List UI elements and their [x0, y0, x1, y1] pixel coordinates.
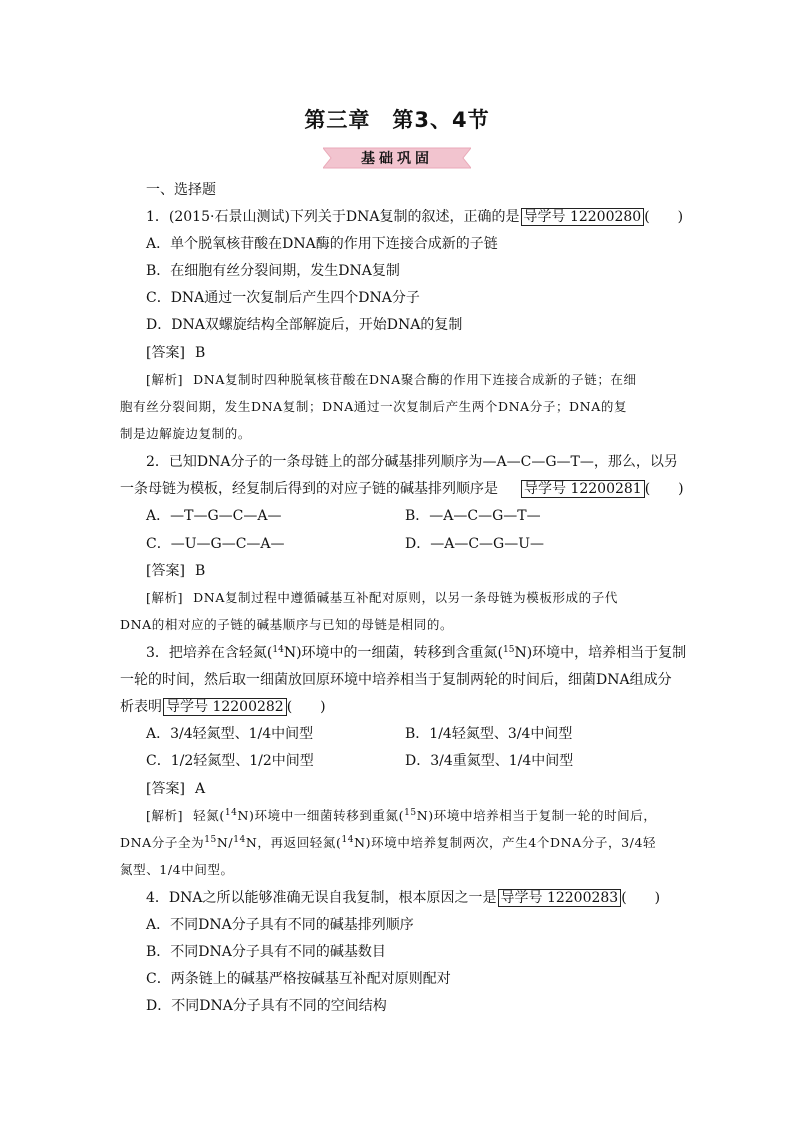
question-3-option-d: D．3/4重氮型、1/4中间型: [405, 753, 574, 769]
question-2-ref: 导学号 12200281: [521, 480, 645, 498]
question-3-explanation: [解析] 轻氮($^{14}$N)环境中一细菌转移到重氮($^{15}$N)环境中培养相当于复制一轮的时间后，: [146, 808, 657, 823]
question-4-ref: 导学号 12200283: [498, 889, 622, 907]
question-1-option-a: A．单个脱氧核苷酸在DNA酶的作用下连接合成新的子链: [146, 236, 498, 252]
question-2-option-b: B．—A—C—G—T—: [405, 508, 541, 524]
question-1-ref: 导学号 12200280: [521, 208, 645, 226]
question-1-explanation: [解析] DNA复制时四种脱氧核苷酸在DNA聚合酶的作用下连接合成新的子链；在细: [146, 372, 637, 387]
question-1-explanation-3: 制是边解旋边复制的。: [120, 426, 252, 441]
question-3-stem: 3．把培养在含轻氮($^{14}$N)环境中的一细菌，转移到含重氮($^{15}$N)环境中，培养相当于复制: [146, 645, 687, 661]
banner-label: 基础巩固: [361, 151, 433, 167]
question-2-option-c: C．—U—G—C—A—: [146, 536, 285, 552]
question-3-stem-3: 析表明 导学号 12200282 ( ): [120, 699, 326, 715]
question-1-option-b: B．在细胞有丝分裂间期，发生DNA复制: [146, 263, 400, 279]
question-2-explanation: [解析] DNA复制过程中遵循碱基互补配对原则，以另一条母链为模板形成的子代: [146, 590, 618, 605]
question-1-stem: 1．(2015·石景山测试)下列关于DNA复制的叙述，正确的是 导学号 12200280 ( ): [146, 209, 684, 225]
question-4-option-b: B．不同DNA分子具有不同的碱基数目: [146, 944, 386, 960]
question-4-option-c: C．两条链上的碱基严格按碱基互补配对原则配对: [146, 971, 451, 987]
question-2-option-d: D．—A—C—G—U—: [405, 536, 545, 552]
question-3-explanation-2: DNA分子全为$^{15}$N/$^{14}$N，再返回轻氮($^{14}$N)环境中培养复制两次，产生4个DNA分子，3/4轻: [120, 835, 657, 850]
question-2-stem-2: 一条母链为模板，经复制后得到的对应子链的碱基排列顺序是 导学号 12200281 ( ): [120, 481, 684, 497]
question-3-option-a: A．3/4轻氮型、1/4中间型: [146, 726, 314, 742]
question-3-ref: 导学号 12200282: [163, 698, 287, 716]
question-3-option-b: B．1/4轻氮型、3/4中间型: [405, 726, 573, 742]
question-3-explanation-3: 氮型、1/4中间型。: [120, 862, 234, 877]
question-3-option-c: C．1/2轻氮型、1/2中间型: [146, 753, 314, 769]
question-1-option-d: D．DNA双螺旋结构全部解旋后，开始DNA的复制: [146, 317, 463, 333]
question-2-option-a: A．—T—G—C—A—: [146, 508, 282, 524]
question-3-stem-2: 一轮的时间，然后取一细菌放回原环境中培养相当于复制两轮的时间后，细菌DNA组成分: [120, 672, 672, 688]
question-4-stem: 4．DNA之所以能够准确无误自我复制，根本原因之一是 导学号 12200283 ( ): [146, 890, 661, 906]
question-2-answer: [答案] B: [146, 563, 206, 579]
question-3-answer: [答案] A: [146, 781, 206, 797]
question-1-answer: [答案] B: [146, 345, 206, 361]
question-4-option-a: A．不同DNA分子具有不同的碱基排列顺序: [146, 917, 414, 933]
chapter-title: 第三章 第3、4节: [304, 108, 490, 132]
question-2-stem: 2．已知DNA分子的一条母链上的部分碱基排列顺序为—A—C—G—T—，那么，以另: [146, 454, 678, 470]
question-1-option-c: C．DNA通过一次复制后产生四个DNA分子: [146, 290, 420, 306]
section-banner: [323, 146, 471, 170]
question-4-option-d: D．不同DNA分子具有不同的空间结构: [146, 998, 387, 1014]
question-1-explanation-2: 胞有丝分裂间期，发生DNA复制；DNA通过一次复制后产生两个DNA分子；DNA的复: [120, 399, 628, 414]
question-2-explanation-2: DNA的相对应的子链的碱基顺序与已知的母链是相同的。: [120, 617, 454, 632]
section-heading: 一、选择题: [146, 182, 216, 198]
